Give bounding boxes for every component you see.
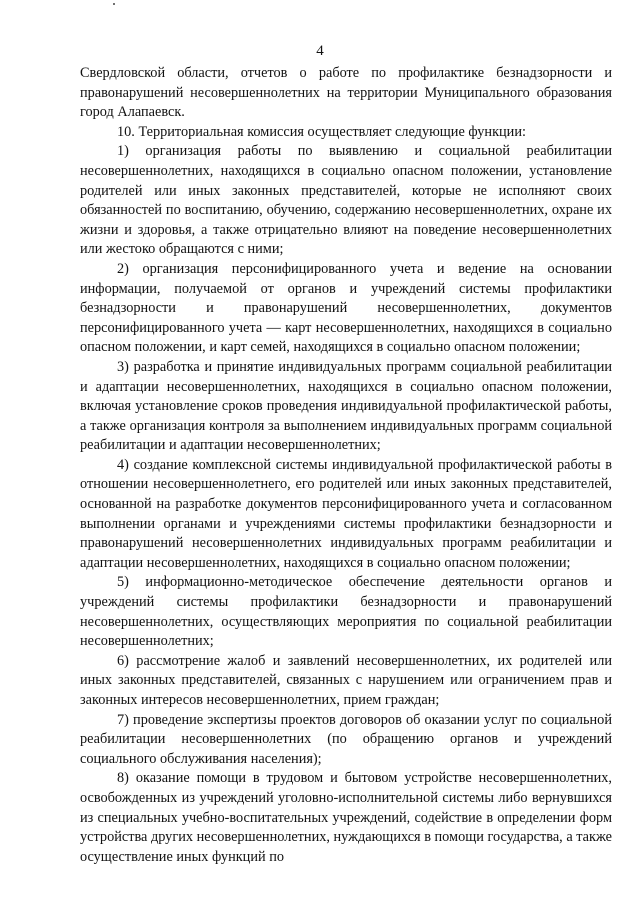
scan-dot-mark (113, 3, 115, 5)
document-body (80, 64, 612, 867)
paragraph-item-1: 1) организация работы по выявлению и социальной реабилитации несовершеннолетних, находящихся в социально опасном положении, установление родителей или иных законных представителей, которые не исполняют своих обязанностей по воспитанию, обучению, содержанию несовершеннолетних, охране их жизни и здоровья, а также отрицательно влияют на поведение несовершеннолетних или жестоко обращаются с ними; (80, 143, 612, 258)
paragraph-item-4: 4) создание комплексной системы индивидуальной профилактической работы в отношении несовершеннолетнего, его родителей или иных законных представителей, основанной на разработке документов персонифицированного учета и согласованном выполнении органами и учреждениями системы профилактики безнадзорности и правонарушений несовершеннолетних индивидуальных программ реабилитации и адаптации несовершеннолетних, находящихся в социально опасном положении; (80, 456, 612, 571)
paragraph-item-7: 7) проведение экспертизы проектов договоров об оказании услуг по социальной реабилитации несовершеннолетних (по обращению органов и учреждений социального обслуживания населения); (80, 711, 612, 767)
paragraph-item-8: 8) оказание помощи в трудовом и бытовом устройстве несовершеннолетних, освобожденных из учреждений уголовно-исполнительной системы либо вернувшихся из специальных учебно-воспитательных учреждений, содействие в определении форм устройства других несовершеннолетних, нуждающихся в помощи государства, а также осуществление иных функций по (80, 770, 612, 865)
paragraph-continuation: Свердловской области, отчетов о работе по профилактике безнадзорности и правонарушений несовершеннолетних на территории Муниципального образования город Алапаевск. (80, 65, 612, 121)
paragraph-item-6: 6) рассмотрение жалоб и заявлений несовершеннолетних, их родителей или иных законных представителей, связанных с нарушением или ограничением прав и законных интересов несовершеннолетних, прием граждан; (80, 652, 612, 708)
page-number: 4 (316, 43, 324, 59)
paragraph-item-5: 5) информационно-методическое обеспечение деятельности органов и учреждений системы профилактики безнадзорности и правонарушений несовершеннолетних, осуществляющих мероприятия по социальной реабилитации несовершеннолетних; (80, 574, 612, 650)
paragraph-item-2: 2) организация персонифицированного учета и ведение на основании информации, получаемой от органов и учреждений системы профилактики безнадзорности и правонарушений несовершеннолетних, документов персонифицированного учета — карт несовершеннолетних, находящихся в социально опасном положении, и карт семей, находящихся в социально опасном положении; (80, 260, 612, 356)
paragraph-item-3: 3) разработка и принятие индивидуальных программ социальной реабилитации и адаптации несовершеннолетних, находящихся в социально опасном положении, включая установление сроков проведения индивидуальной профилактической работы, а также организация контроля за выполнением индивидуальных программ социальной реабилитации и адаптации несовершеннолетних; (80, 358, 612, 454)
paragraph-section-10-heading: 10. Территориальная комиссия осуществляет следующие функции: (117, 123, 526, 140)
